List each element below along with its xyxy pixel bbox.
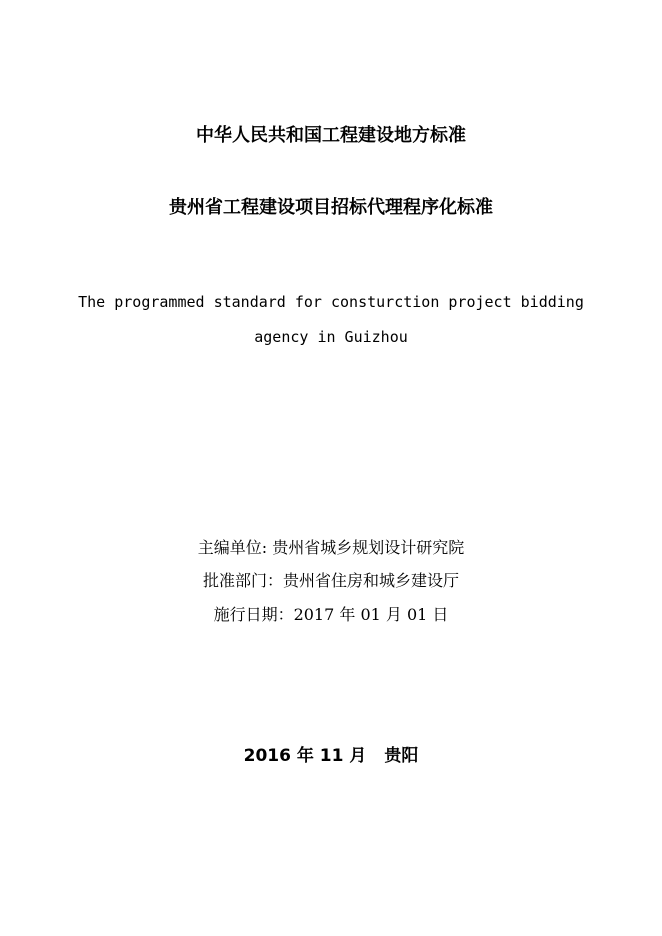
publish-date: 2016 年 11 月: [243, 746, 367, 766]
standard-name-en-line1: The programmed standard for consturction project bidding: [78, 293, 584, 311]
approval-department: 批准部门：贵州省住房和城乡建设厅: [202, 571, 459, 590]
standard-name-cn: 贵州省工程建设项目招标代理程序化标准: [169, 197, 493, 218]
effective-date: 施行日期：2017 年 01 月 01 日: [213, 605, 449, 624]
standard-name-en-line2: agency in Guizhou: [254, 328, 408, 346]
publish-info: [0, 741, 662, 766]
publish-place: 贵阳: [384, 746, 419, 766]
editor-unit: 主编单位: 贵州省城乡规划设计研究院: [197, 538, 465, 557]
national-standard-title: 中华人民共和国工程建设地方标准: [196, 125, 466, 146]
